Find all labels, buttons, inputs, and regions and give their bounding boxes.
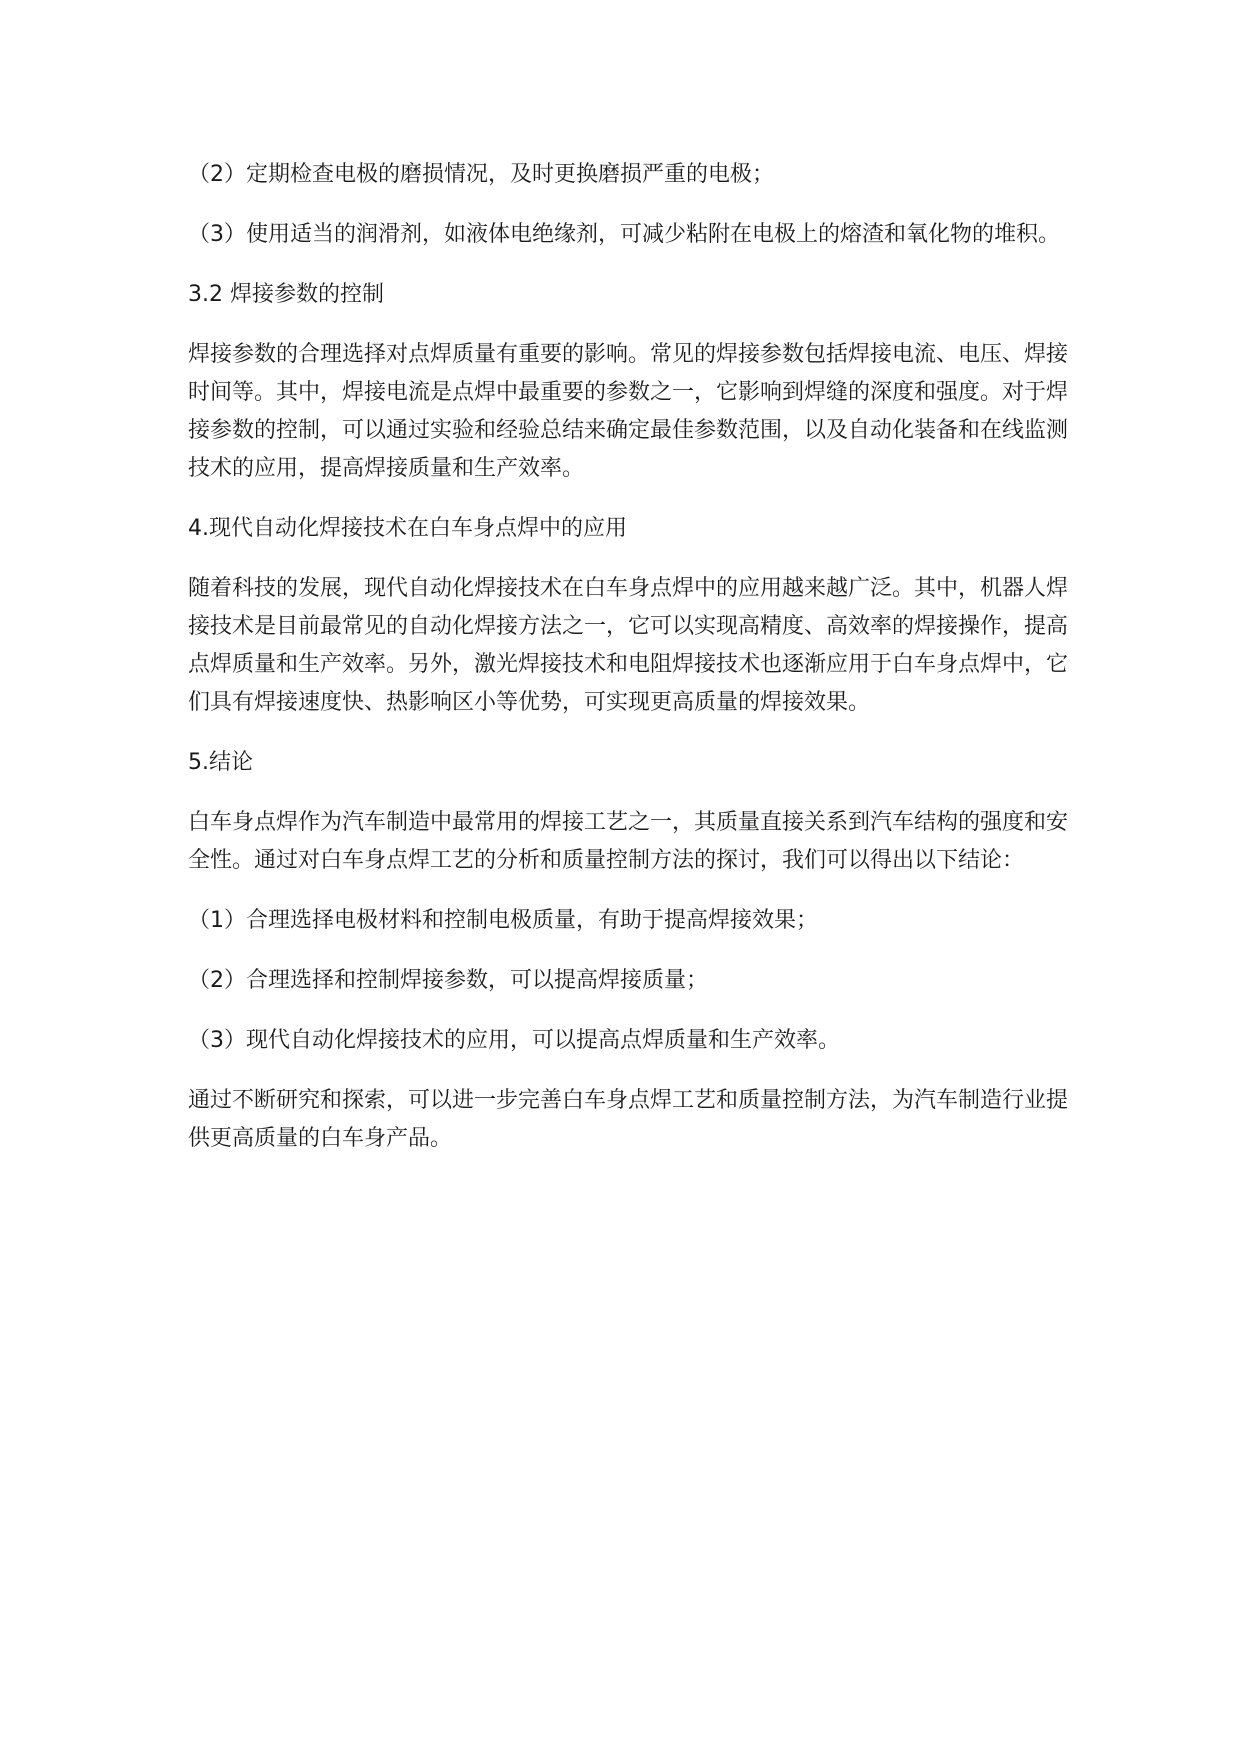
list-item: （1）合理选择电极材料和控制电极质量，有助于提高焊接效果； xyxy=(188,908,818,933)
paragraph: 白车身点焊作为汽车制造中最常用的焊接工艺之一，其质量直接关系到汽车结构的强度和安全性。通过对白车身点焊工艺的分析和质量控制方法的探讨，我们可以得出以下结论： xyxy=(188,810,1069,873)
paragraph: 通过不断研究和探索，可以进一步完善白车身点焊工艺和质量控制方法，为汽车制造行业提供更高质量的白车身产品。 xyxy=(188,1088,1069,1151)
list-item: （3）使用适当的润滑剂，如液体电绝缘剂，可减少粘附在电极上的熔渣和氧化物的堆积。 xyxy=(188,222,1061,247)
paragraph: 随着科技的发展，现代自动化焊接技术在白车身点焊中的应用越来越广泛。其中，机器人焊接技术是目前最常见的自动化焊接方法之一，它可以实现高精度、高效率的焊接操作，提高点焊质量和生产效率。另外，激光焊接技术和电阻焊接技术也逐渐应用于白车身点焊中，它们具有焊接速度快、热影响区小等优势，可实现更高质量的焊接效果。 xyxy=(188,576,1069,715)
section-heading: 5.结论 xyxy=(188,750,253,775)
section-heading: 4.现代自动化焊接技术在白车身点焊中的应用 xyxy=(188,516,627,541)
list-item: （3）现代自动化焊接技术的应用，可以提高点焊质量和生产效率。 xyxy=(188,1028,840,1053)
paragraph: 焊接参数的合理选择对点焊质量有重要的影响。常见的焊接参数包括焊接电流、电压、焊接时间等。其中，焊接电流是点焊中最重要的参数之一，它影响到焊缝的深度和强度。对于焊接参数的控制，可以通过实验和经验总结来确定最佳参数范围，以及自动化装备和在线监测技术的应用，提高焊接质量和生产效率。 xyxy=(188,342,1069,481)
document-body xyxy=(188,156,1068,1180)
section-heading: 3.2 焊接参数的控制 xyxy=(188,282,384,307)
list-item: （2）定期检查电极的磨损情况，及时更换磨损严重的电极； xyxy=(188,162,774,187)
list-item: （2）合理选择和控制焊接参数，可以提高焊接质量； xyxy=(188,968,708,993)
